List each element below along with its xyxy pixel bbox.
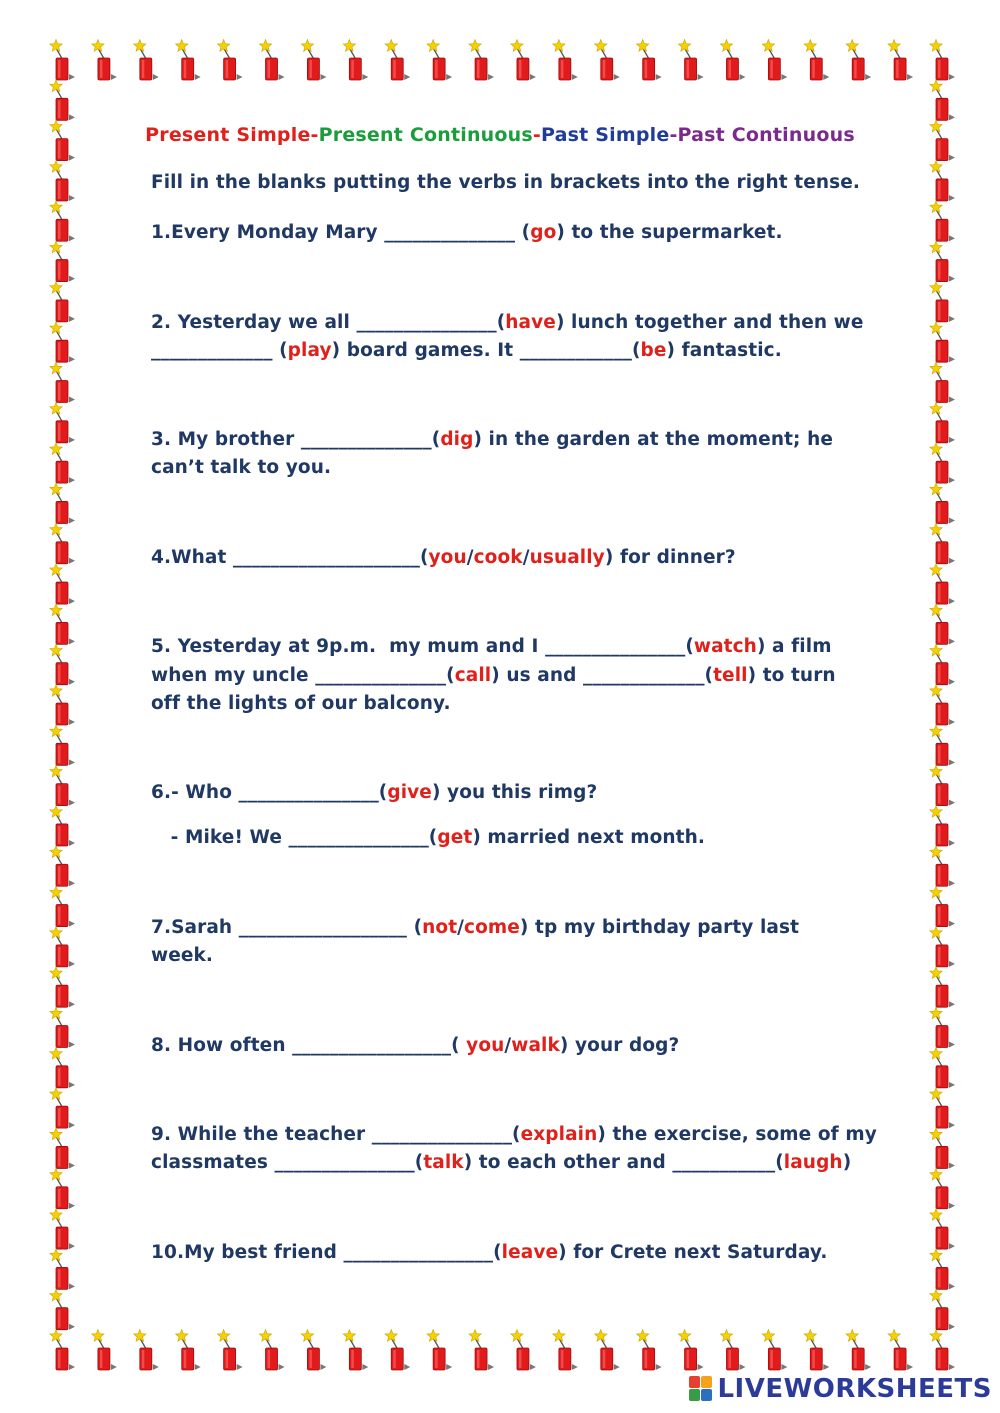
verb-hint: tell: [713, 665, 748, 686]
firecracker-icon: [678, 40, 703, 81]
verb-hint: get: [437, 827, 473, 848]
firecracker-icon: [720, 1330, 745, 1371]
firecracker-icon: [888, 40, 913, 81]
firecracker-icon: [50, 1330, 75, 1371]
question-text: can’t talk to you.: [151, 457, 332, 478]
firecracker-icon: [50, 160, 75, 201]
firecracker-icon: [50, 1088, 75, 1129]
question-line: [151, 1035, 679, 1056]
firecracker-icon: [50, 967, 75, 1008]
verb-hint: laugh: [783, 1152, 843, 1173]
firecracker-icon: [50, 685, 75, 726]
title-part: Past Continuous: [677, 124, 855, 146]
firecracker-icon: [804, 1330, 829, 1371]
question-line: [151, 547, 736, 568]
firecracker-icon: [50, 281, 75, 322]
question-text: classmates _______________(: [151, 1152, 424, 1173]
firecracker-icon: [427, 40, 452, 81]
verb-hint: usually: [529, 547, 605, 568]
firecracker-icon: [846, 40, 871, 81]
firecracker-icon: [930, 765, 955, 806]
verb-hint: you: [428, 547, 467, 568]
title-part: Past Simple: [541, 124, 670, 146]
firecracker-icon: [930, 1168, 955, 1209]
firecracker-icon: [930, 402, 955, 443]
firecracker-icon: [50, 805, 75, 846]
verb-hint: walk: [511, 1035, 560, 1056]
firecracker-icon: [511, 40, 536, 81]
firecracker-icon: [301, 40, 326, 81]
verb-hint: go: [530, 222, 557, 243]
firecracker-icon: [636, 1330, 661, 1371]
question-text: ) tp my birthday party last: [519, 917, 800, 938]
verb-hint: leave: [501, 1242, 559, 1263]
firecracker-icon: [259, 40, 284, 81]
question-text: ) to the supermarket.: [556, 222, 783, 243]
firecracker-icon: [92, 40, 117, 81]
firecracker-icon: [50, 564, 75, 605]
firecracker-icon: [385, 40, 410, 81]
liveworksheets-logo: [688, 1371, 992, 1407]
verb-hint: come: [464, 917, 520, 938]
question-line: [151, 693, 451, 714]
question-line: [151, 222, 783, 243]
firecracker-icon: [50, 725, 75, 766]
question-text: ) for Crete next Saturday.: [558, 1242, 828, 1263]
question-text: ) a film: [756, 636, 832, 657]
question-text: ) married next month.: [472, 827, 706, 848]
firecracker-icon: [511, 1330, 536, 1371]
firecracker-icon: [930, 926, 955, 967]
firecracker-icon: [134, 1330, 159, 1371]
firecracker-icon: [301, 1330, 326, 1371]
question-line: [151, 917, 799, 938]
firecracker-icon: [930, 644, 955, 685]
firecracker-icon: [469, 1330, 494, 1371]
question-line: [151, 827, 705, 848]
question-text: ) your dog?: [559, 1035, 680, 1056]
firecracker-icon: [134, 40, 159, 81]
firecracker-icon: [636, 40, 661, 81]
question-text: _____________ (: [151, 340, 288, 361]
firecracker-icon: [930, 805, 955, 846]
question-text: ) the exercise, some of my: [597, 1124, 877, 1145]
firecracker-icon: [50, 1128, 75, 1169]
firecracker-icon: [930, 1088, 955, 1129]
firecracker-icon: [930, 604, 955, 645]
title-part: -: [669, 124, 678, 146]
title-part: Present Continuous: [318, 124, 533, 146]
firecracker-icon: [50, 604, 75, 645]
question-text: ) board games. It ____________(: [331, 340, 641, 361]
title-part: -: [532, 124, 541, 146]
firecracker-icon: [930, 725, 955, 766]
firecracker-icon: [930, 80, 955, 121]
verb-hint: be: [640, 340, 667, 361]
firecracker-icon: [385, 1330, 410, 1371]
firecracker-icon: [930, 564, 955, 605]
firecracker-icon: [720, 40, 745, 81]
question-text: 5. Yesterday at 9p.m. my mum and I _______________(: [151, 636, 694, 657]
question-text: ) lunch together and then we: [555, 312, 864, 333]
question-text: ) in the garden at the moment; he: [473, 429, 834, 450]
verb-hint: you: [466, 1035, 505, 1056]
firecracker-icon: [50, 1289, 75, 1330]
page-title: [0, 124, 1000, 146]
firecracker-icon: [217, 40, 242, 81]
firecracker-icon: [930, 241, 955, 282]
firecracker-icon: [50, 1168, 75, 1209]
firecracker-icon: [50, 926, 75, 967]
firecracker-icon: [930, 846, 955, 887]
instructions: [151, 172, 860, 193]
question-text: 3. My brother ______________(: [151, 429, 441, 450]
firecracker-icon: [930, 1249, 955, 1290]
liveworksheets-logo-icon: [688, 1374, 714, 1404]
firecracker-icon: [930, 322, 955, 363]
firecracker-icon: [846, 1330, 871, 1371]
firecracker-icon: [50, 523, 75, 564]
firecracker-icon: [176, 1330, 201, 1371]
firecracker-icon: [469, 40, 494, 81]
firecracker-icon: [92, 1330, 117, 1371]
firecracker-icon: [50, 201, 75, 242]
question-text: ) fantastic.: [666, 340, 782, 361]
firecracker-icon: [804, 40, 829, 81]
firecracker-icon: [930, 523, 955, 564]
firecracker-icon: [930, 40, 955, 81]
firecracker-icon: [762, 1330, 787, 1371]
question-line: [151, 636, 832, 657]
firecracker-icon: [930, 1047, 955, 1088]
firecracker-icon: [930, 1007, 955, 1048]
firecracker-icon: [50, 1249, 75, 1290]
verb-hint: talk: [423, 1152, 464, 1173]
question-line: [151, 945, 213, 966]
firecracker-icon: [50, 443, 75, 484]
question-text: 7.Sarah __________________ (: [151, 917, 423, 938]
firecracker-icon: [930, 483, 955, 524]
firecracker-icon: [930, 886, 955, 927]
firecracker-icon: [595, 40, 620, 81]
firecracker-icon: [930, 201, 955, 242]
question-text: /: [504, 1035, 512, 1056]
firecracker-icon: [259, 1330, 284, 1371]
question-line: [151, 457, 331, 478]
question-text: ): [842, 1152, 852, 1173]
question-line: [151, 782, 597, 803]
question-line: [151, 1124, 877, 1145]
firecracker-icon: [50, 402, 75, 443]
question-text: /: [466, 547, 474, 568]
firecracker-icon: [930, 1128, 955, 1169]
verb-hint: cook: [473, 547, 523, 568]
firecracker-icon: [217, 1330, 242, 1371]
question-text: Fill in the blanks putting the verbs in brackets into the right tense.: [151, 172, 861, 193]
question-text: 4.What ____________________(: [151, 547, 429, 568]
verb-hint: watch: [693, 636, 757, 657]
question-text: ) to each other and ___________(: [463, 1152, 784, 1173]
firecracker-icon: [553, 40, 578, 81]
question-text: 6.- Who _______________(: [151, 782, 388, 803]
firecracker-icon: [50, 362, 75, 403]
firecracker-icon: [343, 1330, 368, 1371]
question-text: ) to turn: [747, 665, 836, 686]
firecracker-icon: [50, 322, 75, 363]
firecracker-icon: [553, 1330, 578, 1371]
question-text: 8. How often _________________(: [151, 1035, 467, 1056]
question-text: ) us and _____________(: [491, 665, 714, 686]
question-text: 2. Yesterday we all _______________(: [151, 312, 506, 333]
liveworksheets-logo-text: LIVEWORKSHEETS: [717, 1374, 992, 1404]
firecracker-icon: [50, 846, 75, 887]
firecracker-icon: [595, 1330, 620, 1371]
firecracker-icon: [50, 1007, 75, 1048]
title-part: Present Simple: [145, 124, 311, 146]
question-text: /: [457, 917, 465, 938]
firecracker-icon: [930, 443, 955, 484]
firecracker-icon: [50, 644, 75, 685]
firecracker-icon: [888, 1330, 913, 1371]
firecracker-icon: [427, 1330, 452, 1371]
firecracker-icon: [50, 765, 75, 806]
verb-hint: play: [287, 340, 332, 361]
question-line: [151, 312, 864, 333]
verb-hint: dig: [440, 429, 474, 450]
verb-hint: explain: [520, 1124, 598, 1145]
firecracker-icon: [930, 967, 955, 1008]
firecracker-icon: [930, 685, 955, 726]
question-text: 9. While the teacher _______________(: [151, 1124, 521, 1145]
question-text: ) you this rimg?: [431, 782, 598, 803]
firecracker-icon: [930, 362, 955, 403]
firecracker-icon: [50, 886, 75, 927]
firecracker-icon: [50, 483, 75, 524]
firecracker-icon: [930, 1209, 955, 1250]
firecracker-icon: [678, 1330, 703, 1371]
firecracker-icon: [50, 80, 75, 121]
firecracker-icon: [50, 40, 75, 81]
question-text: /: [522, 547, 530, 568]
verb-hint: give: [387, 782, 432, 803]
firecracker-icon: [50, 1047, 75, 1088]
question-line: [151, 340, 782, 361]
firecracker-icon: [930, 281, 955, 322]
question-line: [151, 429, 833, 450]
question-line: [151, 1152, 851, 1173]
question-text: ) for dinner?: [604, 547, 736, 568]
question-line: [151, 1242, 827, 1263]
question-line: [151, 665, 836, 686]
firecracker-icon: [50, 241, 75, 282]
question-text: week.: [151, 945, 214, 966]
verb-hint: call: [454, 665, 492, 686]
firecracker-icon: [930, 1330, 955, 1371]
question-text: 10.My best friend ________________(: [151, 1242, 502, 1263]
title-part: -: [310, 124, 319, 146]
firecracker-icon: [762, 40, 787, 81]
verb-hint: not: [422, 917, 458, 938]
firecracker-icon: [343, 40, 368, 81]
question-text: off the lights of our balcony.: [151, 693, 451, 714]
firecracker-icon: [50, 1209, 75, 1250]
question-text: when my uncle ______________(: [151, 665, 455, 686]
firecracker-icon: [930, 160, 955, 201]
question-text: - Mike! We _______________(: [151, 827, 438, 848]
verb-hint: have: [505, 312, 556, 333]
firecracker-icon: [176, 40, 201, 81]
question-text: 1.Every Monday Mary ______________ (: [151, 222, 531, 243]
firecracker-icon: [930, 1289, 955, 1330]
